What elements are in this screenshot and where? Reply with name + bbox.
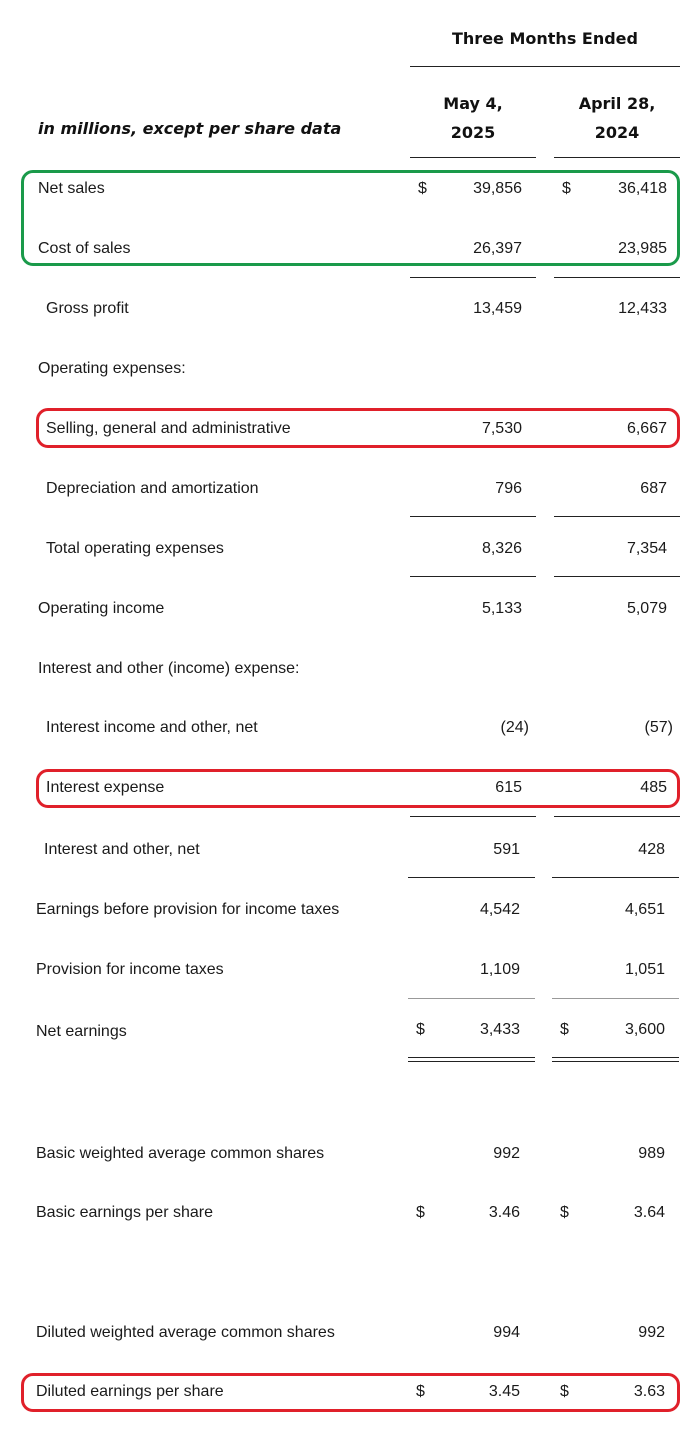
header-rule — [410, 66, 680, 67]
subtotal-rule — [552, 877, 679, 878]
row-label: Gross profit — [46, 300, 129, 317]
table-row — [0, 540, 700, 564]
currency-symbol: $ — [560, 1021, 569, 1038]
column-header-2025-year: 2025 — [450, 123, 496, 142]
value-2024: 36,418 — [618, 180, 667, 197]
table-row — [0, 1383, 700, 1407]
value-2025: 3.46 — [488, 1204, 520, 1221]
table-row — [0, 841, 700, 865]
currency-symbol: $ — [560, 1204, 569, 1221]
value-2025: 994 — [493, 1324, 520, 1341]
value-2024: 3.64 — [633, 1204, 665, 1221]
column-header-2025-date: May 4, — [443, 94, 503, 113]
row-label: Selling, general and administrative — [46, 420, 291, 437]
value-2025: 13,459 — [473, 300, 522, 317]
subtotal-rule — [554, 277, 680, 278]
value-2024: 3.63 — [633, 1383, 665, 1400]
table-row — [0, 180, 700, 204]
value-2025: 796 — [495, 480, 522, 497]
total-double-rule — [552, 1057, 679, 1062]
value-2025: 615 — [495, 779, 522, 796]
value-2024: 992 — [638, 1324, 665, 1341]
subtotal-rule — [410, 516, 536, 517]
subtotal-rule — [410, 277, 536, 278]
value-2025: 39,856 — [473, 180, 522, 197]
row-label: Total operating expenses — [46, 540, 224, 557]
table-row — [0, 600, 700, 624]
value-2025: 26,397 — [473, 240, 522, 257]
subtotal-rule — [410, 576, 536, 577]
currency-symbol: $ — [418, 180, 427, 197]
value-2024: 23,985 — [618, 240, 667, 257]
table-row — [0, 961, 700, 985]
table-row — [0, 300, 700, 324]
column-rule — [554, 157, 680, 158]
table-row — [0, 480, 700, 504]
value-2024: 6,667 — [626, 420, 667, 437]
subtotal-rule — [554, 516, 680, 517]
value-2024: 3,600 — [624, 1021, 665, 1038]
subtotal-rule — [410, 816, 536, 817]
row-label: Depreciation and amortization — [46, 480, 259, 497]
table-row — [0, 420, 700, 444]
row-label: Basic weighted average common shares — [36, 1145, 325, 1162]
row-label: Diluted weighted average common shares — [36, 1324, 335, 1341]
value-2025: 992 — [493, 1145, 520, 1162]
table-row — [0, 1145, 700, 1169]
row-label: Operating expenses: — [38, 360, 186, 377]
subtotal-rule — [408, 998, 535, 999]
value-2025: 5,133 — [481, 600, 522, 617]
currency-symbol: $ — [416, 1204, 425, 1221]
value-2025: 4,542 — [479, 901, 520, 918]
table-row — [0, 901, 700, 925]
value-2025: 1,109 — [479, 961, 520, 978]
row-label: Interest and other, net — [44, 841, 200, 858]
row-label: Provision for income taxes — [36, 961, 224, 978]
section-header-row — [0, 660, 700, 684]
table-row — [0, 779, 700, 803]
table-row — [0, 1204, 700, 1228]
value-2025: (24) — [500, 719, 529, 736]
currency-symbol: $ — [416, 1383, 425, 1400]
row-label: Basic earnings per share — [36, 1204, 213, 1221]
value-2024: (57) — [644, 719, 673, 736]
column-header-2024 — [554, 89, 680, 147]
value-2024: 7,354 — [626, 540, 667, 557]
total-double-rule — [408, 1057, 535, 1062]
table-row — [0, 1021, 700, 1045]
value-2024: 428 — [638, 841, 665, 858]
row-label: Interest expense — [46, 779, 165, 796]
section-header-row — [0, 360, 700, 384]
value-2025: 7,530 — [481, 420, 522, 437]
row-label: Interest and other (income) expense: — [38, 660, 300, 677]
column-rule — [410, 157, 536, 158]
row-label: Operating income — [38, 600, 165, 617]
value-2025: 3,433 — [479, 1021, 520, 1038]
table-row — [0, 719, 700, 743]
table-row — [0, 240, 700, 264]
currency-symbol: $ — [560, 1383, 569, 1400]
value-2025: 591 — [493, 841, 520, 858]
subtotal-rule — [554, 816, 680, 817]
row-label: Net sales — [38, 180, 105, 197]
row-label: Earnings before provision for income taxes — [36, 901, 340, 918]
value-2025: 3.45 — [488, 1383, 520, 1400]
column-header-2025 — [410, 89, 536, 147]
value-2024: 687 — [640, 480, 667, 497]
value-2024: 4,651 — [624, 901, 665, 918]
subtotal-rule — [552, 998, 679, 999]
units-label: in millions, except per share data — [38, 119, 342, 138]
value-2024: 485 — [640, 779, 667, 796]
currency-symbol: $ — [416, 1021, 425, 1038]
value-2024: 1,051 — [624, 961, 665, 978]
value-2024: 12,433 — [618, 300, 667, 317]
value-2025: 8,326 — [481, 540, 522, 557]
row-label: Cost of sales — [38, 240, 131, 257]
column-header-2024-year: 2024 — [594, 123, 640, 142]
column-header-2024-date: April 28, — [578, 94, 656, 113]
value-2024: 5,079 — [626, 600, 667, 617]
value-2024: 989 — [638, 1145, 665, 1162]
table-row — [0, 1324, 700, 1348]
currency-symbol: $ — [562, 180, 571, 197]
row-label: Diluted earnings per share — [36, 1383, 224, 1400]
row-label: Interest income and other, net — [46, 719, 258, 736]
period-header: Three Months Ended — [452, 29, 638, 48]
subtotal-rule — [408, 877, 535, 878]
subtotal-rule — [554, 576, 680, 577]
row-label: Net earnings — [36, 1023, 127, 1040]
